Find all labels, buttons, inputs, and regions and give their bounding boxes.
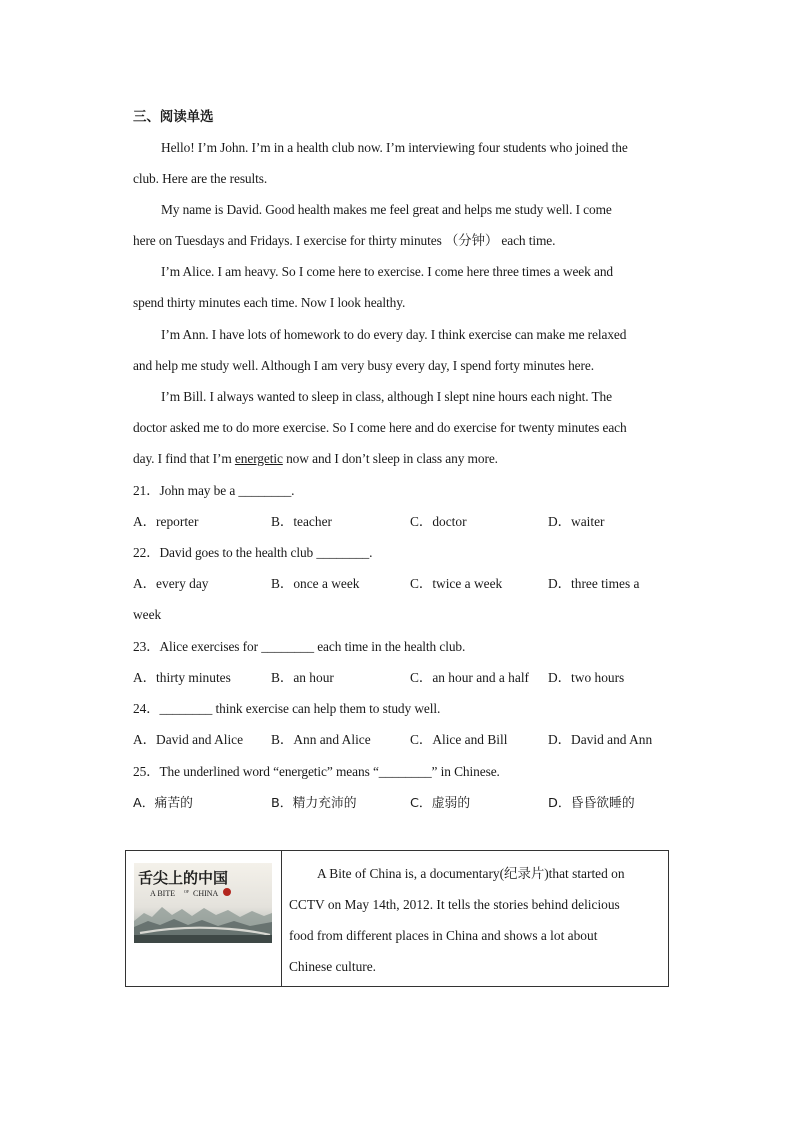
question-stem: 23．Alice exercises for ________ each time in the health club.	[133, 639, 466, 654]
section-heading: 三、阅读单选	[133, 109, 214, 125]
option-c: C．an hour and a half	[410, 670, 529, 685]
option-d-wrap: week	[133, 607, 162, 622]
image-cell	[126, 851, 282, 987]
description-cell	[282, 851, 669, 987]
passage-line: I’m Bill. I always wanted to sleep in class, although I slept nine hours each night. The	[161, 389, 612, 404]
option-c: C．Alice and Bill	[410, 732, 508, 747]
option-a: A．thirty minutes	[133, 670, 231, 685]
passage-line: Hello! I’m John. I’m in a health club now. I’m interviewing four students who joined the	[161, 140, 628, 155]
option-d: D．David and Ann	[548, 732, 653, 747]
underlined-word: energetic	[234, 451, 283, 466]
option-a: A．痛苦的	[133, 796, 193, 811]
passage-line: day. I find that I’m energetic now and I don’t sleep in class any more.	[133, 451, 498, 466]
question-stem: 22．David goes to the health club ________.	[133, 545, 373, 560]
option-d: D．昏昏欲睡的	[548, 796, 635, 811]
question-stem: 25．The underlined word “energetic” means “________” in Chinese.	[133, 764, 500, 779]
option-b: B．once a week	[271, 576, 360, 591]
passage-line: club. Here are the results.	[133, 171, 268, 186]
option-d: D．two hours	[548, 670, 625, 685]
passage-line: I’m Ann. I have lots of homework to do every day. I think exercise can make me relaxed	[161, 327, 627, 342]
passage-line: spend thirty minutes each time. Now I look healthy.	[133, 295, 406, 310]
poster-title-en-of: OF	[184, 889, 190, 894]
description-line: Chinese culture.	[289, 959, 377, 974]
option-a: A．David and Alice	[133, 732, 244, 747]
red-seal-icon	[223, 888, 231, 896]
poster-title-en-2: CHINA	[193, 889, 219, 898]
option-b: B．精力充沛的	[271, 796, 357, 811]
passage-line: I’m Alice. I am heavy. So I come here to exercise. I come here three times a week and	[161, 264, 614, 279]
description-line: CCTV on May 14th, 2012. It tells the stories behind delicious	[289, 897, 620, 912]
description-line: food from different places in China and shows a lot about	[289, 928, 598, 943]
option-b: B．an hour	[271, 670, 334, 685]
description-line: A Bite of China is, a documentary(纪录片)that started on	[317, 866, 625, 881]
question-stem: 24．________ think exercise can help them to study well.	[133, 701, 441, 716]
passage-line: and help me study well. Although I am very busy every day, I spend forty minutes here.	[133, 358, 594, 373]
option-b: B．teacher	[271, 514, 332, 529]
poster-title-cn: 舌尖上的中国	[138, 869, 229, 887]
option-c: C．doctor	[410, 514, 467, 529]
option-c: C．twice a week	[410, 576, 503, 591]
passage-line: here on Tuesdays and Fridays. I exercise for thirty minutes （分钟） each time.	[133, 233, 556, 248]
info-table	[125, 850, 669, 987]
option-c: C．虚弱的	[410, 796, 471, 811]
passage-line: doctor asked me to do more exercise. So I come here and do exercise for twenty minutes each	[133, 420, 627, 435]
passage-line: My name is David. Good health makes me feel great and helps me study well. I come	[161, 202, 612, 217]
option-a: A．every day	[133, 576, 209, 591]
poster-title-en-1: A BITE	[150, 889, 176, 898]
option-b: B．Ann and Alice	[271, 732, 371, 747]
option-d: D．three times a	[548, 576, 640, 591]
question-stem: 21．John may be a ________.	[133, 483, 295, 498]
a-bite-of-china-poster-image	[134, 863, 272, 943]
option-a: A．reporter	[133, 514, 199, 529]
option-d: D．waiter	[548, 514, 605, 529]
